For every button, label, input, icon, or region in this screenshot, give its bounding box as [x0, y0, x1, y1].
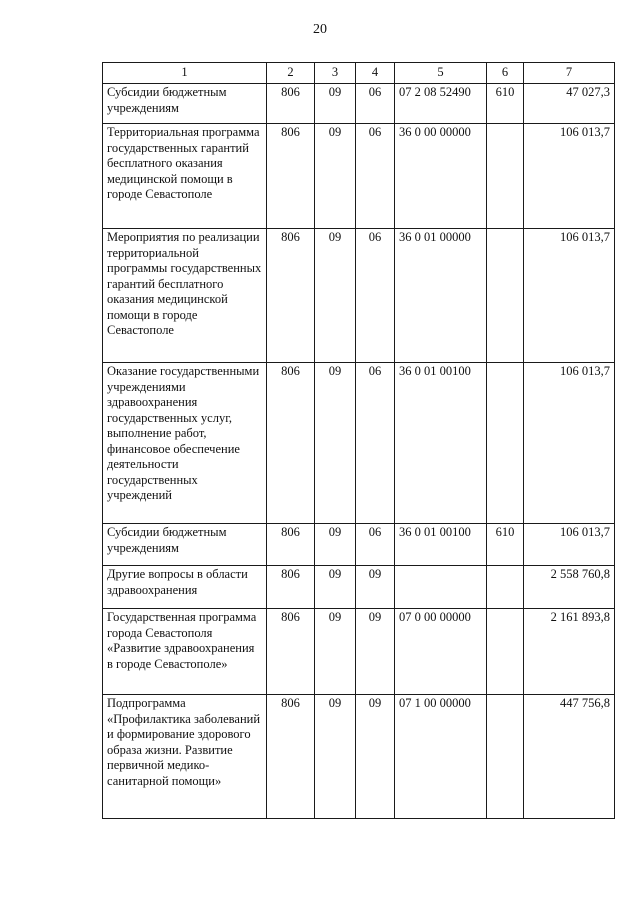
- target-article-cell: 07 0 00 00000: [395, 609, 487, 695]
- ministry-code-cell: 806: [267, 695, 315, 819]
- column-header: 7: [524, 63, 615, 84]
- target-article-cell: 36 0 01 00100: [395, 524, 487, 566]
- section-code-cell: 09: [315, 84, 356, 124]
- subsection-code-cell: 06: [356, 84, 395, 124]
- item-name-cell: Подпрограмма «Профилактика заболеваний и формирование здорового образа жизни. Развитие первичной медико-санитарной помощи»: [103, 695, 267, 819]
- ministry-code-cell: 806: [267, 124, 315, 229]
- subsection-code-cell: 06: [356, 363, 395, 524]
- section-code-cell: 09: [315, 524, 356, 566]
- column-header: 5: [395, 63, 487, 84]
- subsection-code-cell: 06: [356, 124, 395, 229]
- amount-cell: 106 013,7: [524, 524, 615, 566]
- item-name-cell: Оказание государственными учреждениями здравоохранения государственных услуг, выполнение работ, финансовое обеспечение деятельности государственных учреждений: [103, 363, 267, 524]
- expense-type-cell: 610: [487, 84, 524, 124]
- target-article-cell: [395, 566, 487, 609]
- column-header: 1: [103, 63, 267, 84]
- expense-type-cell: [487, 124, 524, 229]
- subsection-code-cell: 06: [356, 229, 395, 363]
- amount-cell: 2 161 893,8: [524, 609, 615, 695]
- table-row: [103, 363, 615, 524]
- column-header: 3: [315, 63, 356, 84]
- table-row: [103, 229, 615, 363]
- section-code-cell: 09: [315, 695, 356, 819]
- ministry-code-cell: 806: [267, 363, 315, 524]
- target-article-cell: 36 0 00 00000: [395, 124, 487, 229]
- amount-cell: 447 756,8: [524, 695, 615, 819]
- table-row: [103, 609, 615, 695]
- column-header: 6: [487, 63, 524, 84]
- header-row: [103, 63, 615, 84]
- subsection-code-cell: 09: [356, 566, 395, 609]
- page-number: 20: [313, 22, 327, 37]
- item-name-cell: Другие вопросы в области здравоохранения: [103, 566, 267, 609]
- section-code-cell: 09: [315, 609, 356, 695]
- ministry-code-cell: 806: [267, 524, 315, 566]
- table-row: [103, 566, 615, 609]
- amount-cell: 106 013,7: [524, 229, 615, 363]
- section-code-cell: 09: [315, 363, 356, 524]
- item-name-cell: Государственная программа города Севастополя «Развитие здравоохранения в городе Севастополе»: [103, 609, 267, 695]
- target-article-cell: 36 0 01 00100: [395, 363, 487, 524]
- expense-type-cell: [487, 609, 524, 695]
- target-article-cell: 36 0 01 00000: [395, 229, 487, 363]
- expense-type-cell: [487, 695, 524, 819]
- expense-type-cell: [487, 363, 524, 524]
- subsection-code-cell: 09: [356, 609, 395, 695]
- section-code-cell: 09: [315, 566, 356, 609]
- subsection-code-cell: 06: [356, 524, 395, 566]
- expense-type-cell: 610: [487, 524, 524, 566]
- table-row: [103, 84, 615, 124]
- section-code-cell: 09: [315, 124, 356, 229]
- expense-type-cell: [487, 566, 524, 609]
- section-code-cell: 09: [315, 229, 356, 363]
- item-name-cell: Субсидии бюджетным учреждениям: [103, 84, 267, 124]
- target-article-cell: 07 1 00 00000: [395, 695, 487, 819]
- amount-cell: 106 013,7: [524, 124, 615, 229]
- budget-table: [102, 62, 615, 819]
- item-name-cell: Субсидии бюджетным учреждениям: [103, 524, 267, 566]
- ministry-code-cell: 806: [267, 609, 315, 695]
- subsection-code-cell: 09: [356, 695, 395, 819]
- amount-cell: 106 013,7: [524, 363, 615, 524]
- amount-cell: 47 027,3: [524, 84, 615, 124]
- amount-cell: 2 558 760,8: [524, 566, 615, 609]
- table-row: [103, 124, 615, 229]
- table-row: [103, 524, 615, 566]
- target-article-cell: 07 2 08 52490: [395, 84, 487, 124]
- expense-type-cell: [487, 229, 524, 363]
- table-row: [103, 695, 615, 819]
- item-name-cell: Территориальная программа государственных гарантий бесплатного оказания медицинской помощи в городе Севастополе: [103, 124, 267, 229]
- ministry-code-cell: 806: [267, 229, 315, 363]
- column-header: 2: [267, 63, 315, 84]
- ministry-code-cell: 806: [267, 84, 315, 124]
- column-header: 4: [356, 63, 395, 84]
- ministry-code-cell: 806: [267, 566, 315, 609]
- item-name-cell: Мероприятия по реализации территориальной программы государственных гарантий бесплатного оказания медицинской помощи в городе Севастополе: [103, 229, 267, 363]
